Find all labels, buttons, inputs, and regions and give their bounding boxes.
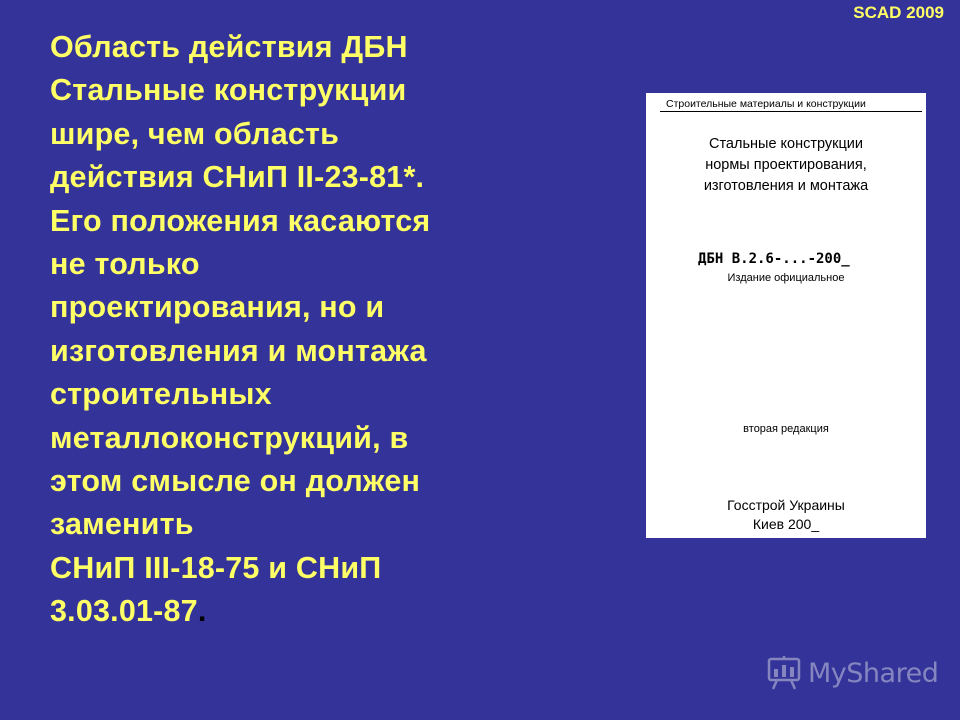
body-last-text: 3.03.01-87 (50, 594, 198, 629)
cover-title (646, 134, 926, 197)
watermark-text: MyShared (808, 657, 939, 689)
watermark (766, 654, 938, 692)
body-last-punct: . (197, 594, 207, 629)
cover-edition: вторая редакция (743, 423, 829, 435)
body-line: заменить (50, 507, 194, 542)
cover-publisher-line: Госстрой Украины (727, 497, 845, 513)
cover-title-line: Стальные конструкции (708, 136, 864, 152)
body-line: действия СНиП II-23-81*. (50, 160, 425, 195)
cover-official-edition: Издание официальное (727, 272, 845, 284)
cover-title-line: изготовления и монтажа (703, 178, 869, 194)
presentation-board-icon (766, 655, 802, 691)
body-line: не только (50, 247, 200, 282)
body-line: этом смысле он должен (50, 464, 421, 499)
body-line: СНиП III-18-75 и СНиП (50, 550, 382, 585)
body-line-last (50, 590, 525, 633)
cover-title-line: нормы проектирования, (705, 157, 867, 173)
cover-publisher-line: Киев 200_ (752, 516, 820, 532)
cover-series: Строительные материалы и конструкции (666, 98, 866, 110)
document-cover (646, 93, 926, 538)
cover-publisher (646, 496, 926, 534)
body-text (50, 26, 525, 634)
body-line: Область действия ДБН (50, 30, 408, 64)
cover-code: ДБН В.2.6-...-200_ (698, 251, 850, 267)
body-line: металлоконструкций, в (50, 420, 409, 455)
body-line: проектирования, но и (50, 290, 385, 325)
body-line: строительных (50, 377, 272, 412)
body-line: шире, чем область (50, 116, 340, 151)
cover-series-divider (660, 111, 922, 112)
body-line: Его положения касаются (50, 203, 431, 238)
body-line: изготовления и монтажа (50, 333, 427, 368)
body-line: Стальные конструкции (50, 73, 407, 108)
brand-label: SCAD 2009 (853, 3, 944, 22)
